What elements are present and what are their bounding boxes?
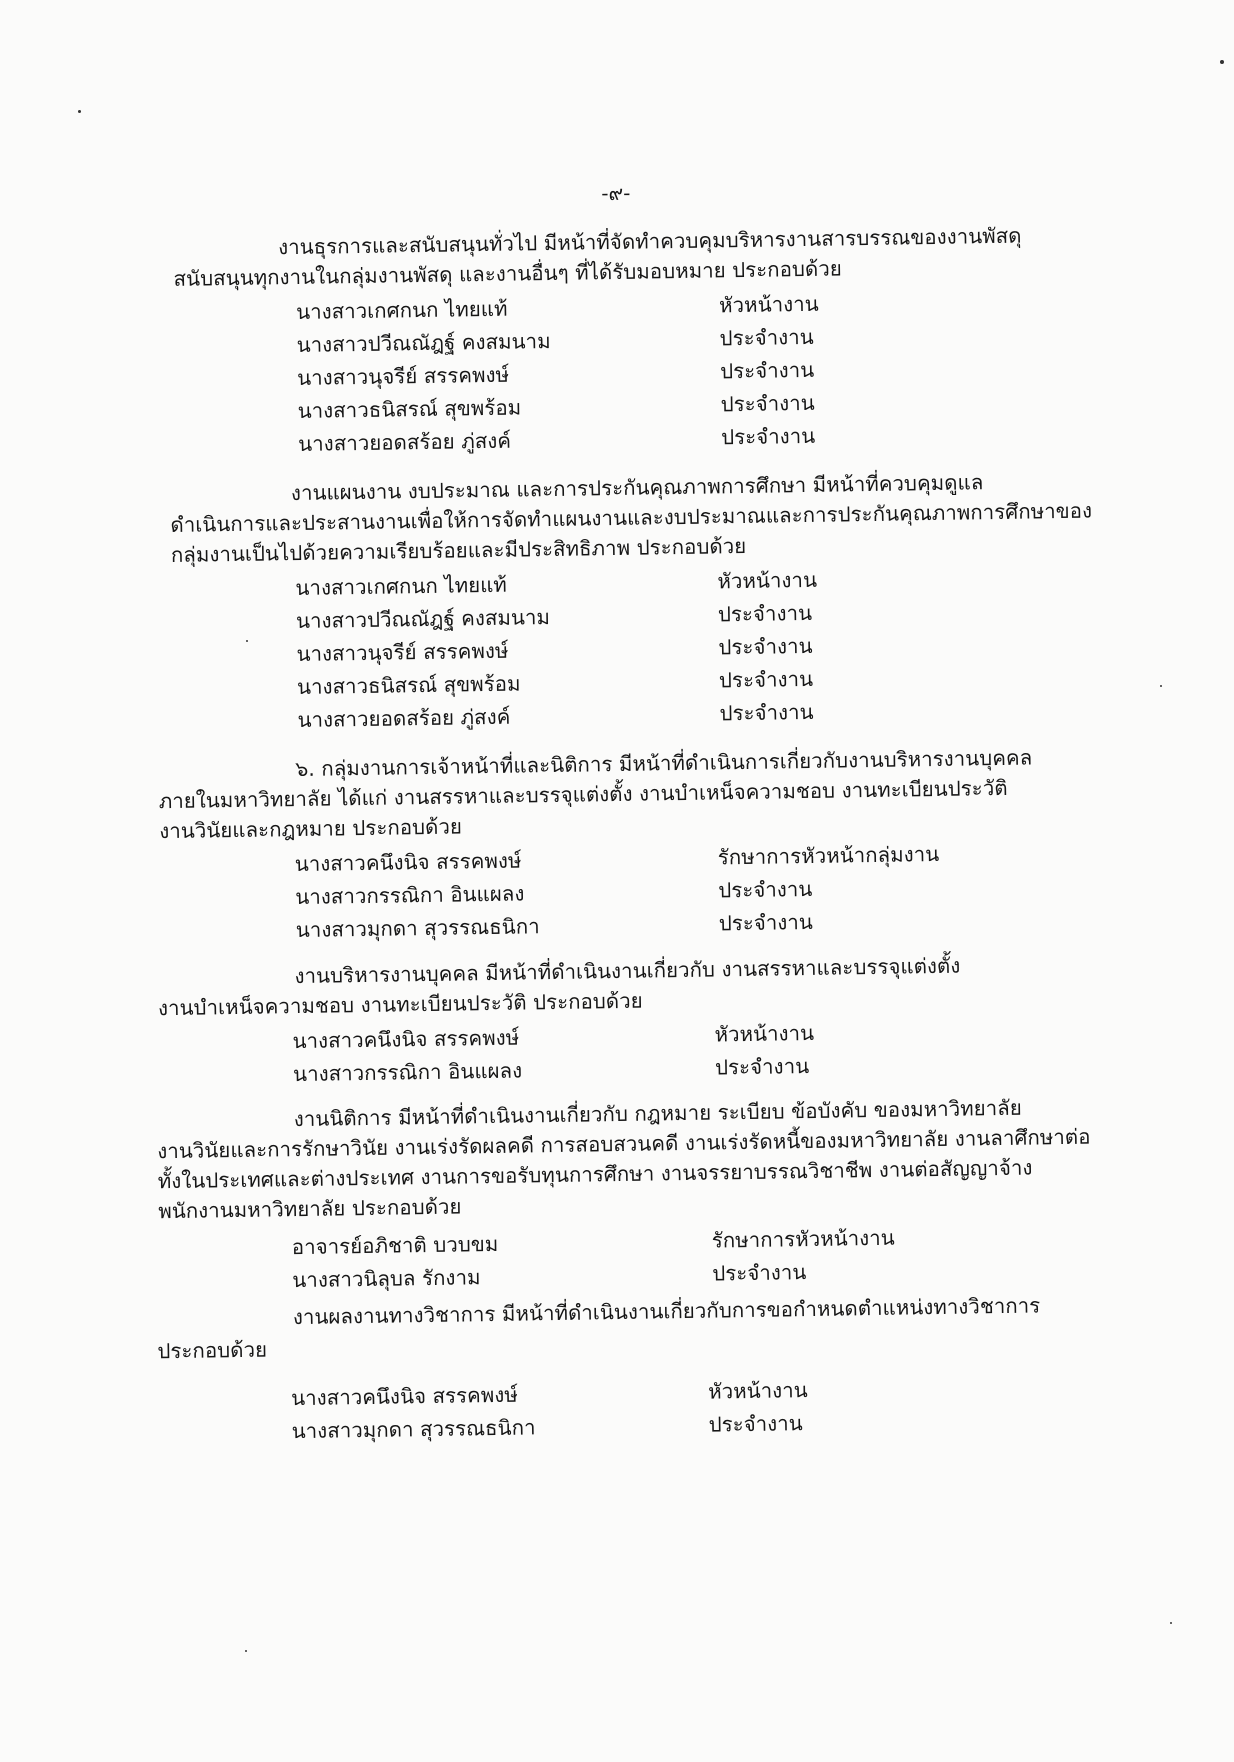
member-name: นางสาวธนิสรณ์ สุขพร้อม [296, 671, 521, 700]
member-name: นางสาวปวีณณัฎฐ์ คงสมนาม [295, 605, 551, 634]
member-name: นางสาวนิลุบล รักงาม [292, 1265, 481, 1293]
member-name: นางสาวมุกดา สุวรรณธนิกา [295, 914, 540, 943]
scan-speck [1170, 1622, 1172, 1624]
member-name: นางสาวมุกดา สุวรรณธนิกา [291, 1415, 536, 1444]
member-role: ประจำงาน [718, 876, 813, 903]
section-text: งานวินัยและกฎหมาย ประกอบด้วย [159, 814, 463, 844]
member-name: นางสาวคนึงนิจ สรรคพงษ์ [290, 1382, 518, 1411]
member-name: นางสาวคนึงนิจ สรรคพงษ์ [292, 1025, 520, 1054]
member-role: ประจำงาน [712, 1260, 807, 1286]
member-role: ประจำงาน [718, 666, 814, 693]
section-text: งานธุรการและสนับสนุนทั่วไป มีหน้าที่จัดทำควบคุมบริหารงานสารบรรณของงานพัสดุ [277, 223, 1022, 260]
member-name: นางสาวนุจรีย์ สรรคพงษ์ [296, 362, 510, 390]
scan-speck [245, 1650, 247, 1652]
member-name: นางสาวเกศกนก ไทยแท้ [295, 572, 508, 601]
member-role: ประจำงาน [708, 1411, 803, 1437]
section-text: งานบำเหน็จความชอบ งานทะเบียนประวัติ ประกอบด้วย [157, 988, 643, 1021]
page-number: -๙- [601, 180, 631, 206]
member-name: นางสาวกรรณิกา อินแผลง [295, 881, 525, 910]
member-role: ประจำงาน [718, 909, 814, 936]
section-text: ทั้งในประเทศและต่างประเทศ งานการขอรับทุนการศึกษา งานจรรยาบรรณวิชาชีพ งานต่อสัญญาจ้าง [157, 1155, 1033, 1194]
member-role: ประจำงาน [717, 600, 813, 627]
member-name: อาจารย์อภิชาติ บวบขม [291, 1231, 499, 1260]
scan-speck [1160, 685, 1162, 687]
member-name: นางสาวยอดสร้อย ภู่สงค์ [297, 428, 512, 456]
section-text: งานบริหารงานบุคคล มีหน้าที่ดำเนินงานเกี่ยวกับ งานสรรหาและบรรจุแต่งตั้ง [294, 953, 961, 989]
member-name: นางสาวปวีณณัฎฐ์ คงสมนาม [296, 328, 551, 357]
member-role: หัวหน้างาน [707, 1378, 808, 1404]
section-text: งานผลงานทางวิชาการ มีหน้าที่ดำเนินงานเกี่ยวกับการขอกำหนดตำแหน่งทางวิชาการ [292, 1293, 1041, 1330]
member-role: ประจำงาน [720, 423, 816, 450]
member-name: นางสาวนุจรีย์ สรรคพงษ์ [296, 638, 509, 667]
member-role: รักษาการหัวหน้างาน [711, 1225, 895, 1253]
section-text: งานแผนงาน งบประมาณ และการประกันคุณภาพการศึกษา มีหน้าที่ควบคุมดูแล [290, 470, 984, 506]
section-text: งานวินัยและการรักษาวินัย งานเร่งรัดผลคดี การสอบสวนคดี งานเร่งรัดหนี้ของมหาวิทยาลัย งานลาศึกษาต่อ [157, 1124, 1091, 1164]
section-text: กลุ่มงานเป็นไปด้วยความเรียบร้อยและมีประสิทธิภาพ ประกอบด้วย [170, 533, 747, 567]
member-role: ประจำงาน [719, 324, 814, 351]
member-role: หัวหน้างาน [714, 1020, 815, 1047]
section-text: สนับสนุนทุกงานในกลุ่มงานพัสดุ และงานอื่นๆ ที่ได้รับมอบหมาย ประกอบด้วย [173, 256, 842, 291]
member-name: นางสาวยอดสร้อย ภู่สงค์ [297, 704, 511, 732]
section-text: ๖. กลุ่มงานการเจ้าหน้าที่และนิติการ มีหน้าที่ดำเนินการเกี่ยวกับงานบริหารงานบุคคล [295, 745, 1033, 782]
member-name: นางสาวกรรณิกา อินแผลง [292, 1058, 523, 1087]
member-role: ประจำงาน [719, 357, 815, 384]
member-role: ประจำงาน [714, 1054, 810, 1080]
member-role: ประจำงาน [718, 633, 813, 660]
section-text: ประกอบด้วย [157, 1337, 268, 1364]
member-name: นางสาวเกศกนก ไทยแท้ [295, 296, 508, 324]
scan-speck [246, 640, 248, 642]
section-text: ดำเนินการและประสานงานเพื่อให้การจัดทำแผนงานและงบประมาณและการประกันคุณภาพการศึกษาของ [170, 498, 1093, 537]
member-role: รักษาการหัวหน้ากลุ่มงาน [717, 841, 940, 870]
member-name: นางสาวคนึงนิจ สรรคพงษ์ [294, 848, 522, 877]
member-role: ประจำงาน [720, 390, 815, 417]
section-text: งานนิติการ มีหน้าที่ดำเนินงานเกี่ยวกับ กฎหมาย ระเบียบ ข้อบังคับ ของมหาวิทยาลัย [293, 1095, 1022, 1132]
scan-speck [1220, 60, 1224, 64]
member-role: หัวหน้างาน [718, 291, 819, 318]
section-text: ภายในมหาวิทยาลัย ได้แก่ งานสรรหาและบรรจุแต่งตั้ง งานบำเหน็จความชอบ งานทะเบียนประวัติ [158, 775, 1008, 814]
member-role: หัวหน้างาน [717, 567, 818, 594]
member-role: ประจำงาน [719, 699, 814, 726]
member-name: นางสาวธนิสรณ์ สุขพร้อม [297, 395, 522, 423]
section-text: พนักงานมหาวิทยาลัย ประกอบด้วย [158, 1194, 462, 1224]
scan-speck [78, 110, 81, 113]
